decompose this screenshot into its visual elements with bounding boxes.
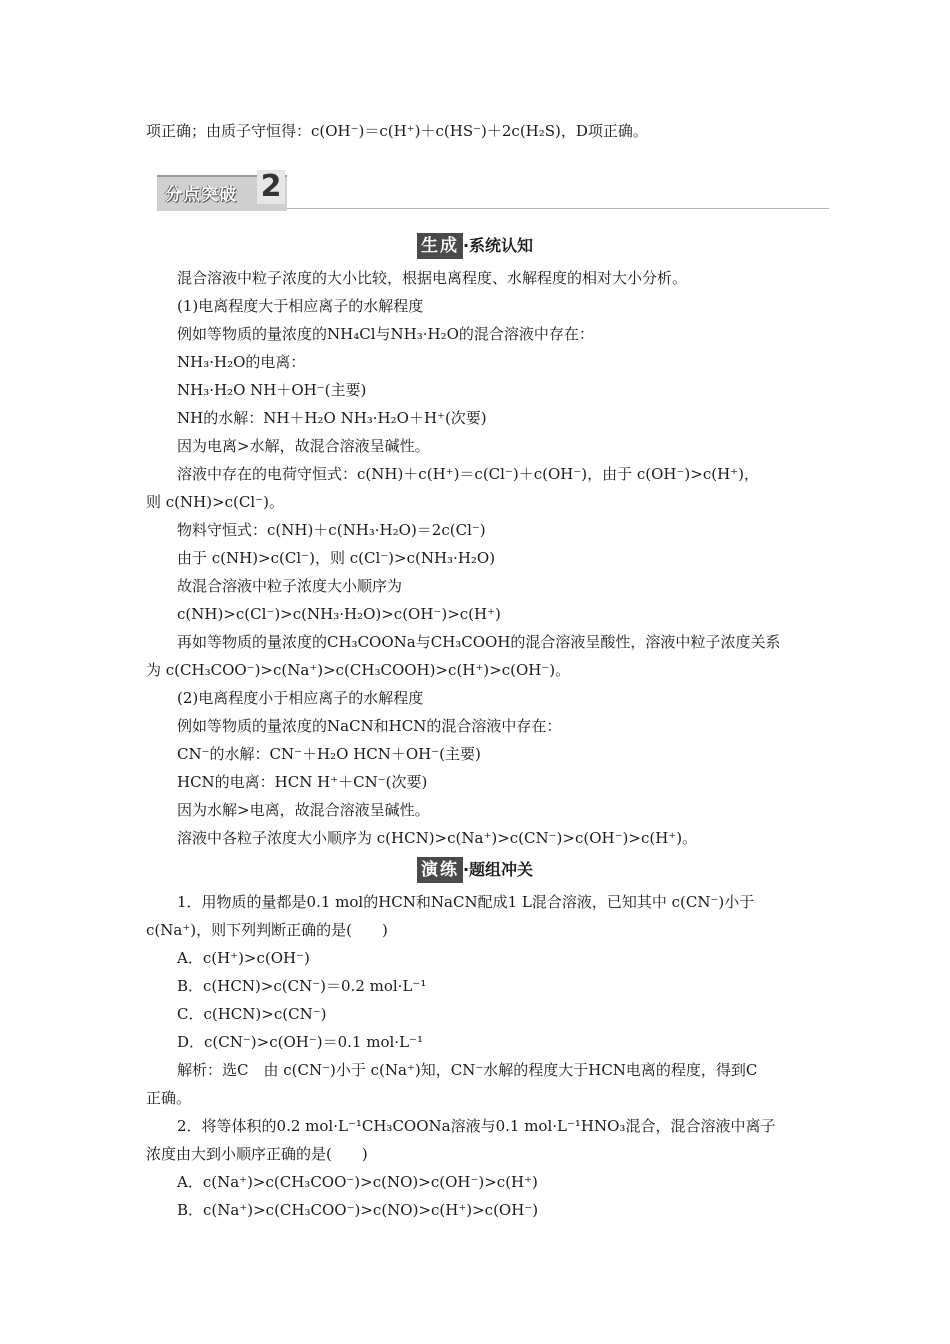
option-line: D．c(CN⁻)>c(OH⁻)＝0.1 mol·L⁻¹	[177, 1033, 423, 1051]
text-line: 因为水解>电离，故混合溶液呈碱性。	[177, 801, 430, 819]
text-line: 则 c(NH)>c(Cl⁻)。	[146, 493, 284, 511]
text-line: (1)电离程度大于相应离子的水解程度	[177, 297, 424, 315]
text-line: 溶液中各粒子浓度大小顺序为 c(HCN)>c(Na⁺)>c(CN⁻)>c(OH⁻)>c(H⁺)。	[177, 829, 698, 847]
banner-label: 分点突破	[165, 185, 237, 205]
section-heading-box: 生成	[417, 233, 463, 259]
option-line: A．c(H⁺)>c(OH⁻)	[177, 949, 310, 967]
question-line: 浓度由大到小顺序正确的是( )	[146, 1145, 368, 1163]
text-line: 再如等物质的量浓度的CH₃COONa与CH₃COOH的混合溶液呈酸性，溶液中粒子浓度关系	[177, 633, 781, 651]
section-heading-cognition	[0, 233, 950, 259]
option-line: C．c(HCN)>c(CN⁻)	[177, 1005, 327, 1023]
section-heading-practice	[0, 857, 950, 883]
text-line: 为 c(CH₃COO⁻)>c(Na⁺)>c(CH₃COOH)>c(H⁺)>c(OH⁻)。	[146, 661, 571, 679]
text-line: 由于 c(NH)>c(Cl⁻)，则 c(Cl⁻)>c(NH₃·H₂O)	[177, 549, 496, 567]
equation-line: HCN的电离：HCN H⁺＋CN⁻(次要)	[177, 773, 428, 791]
banner-number: 2	[257, 170, 285, 204]
option-line: A．c(Na⁺)>c(CH₃COO⁻)>c(NO)>c(OH⁻)>c(H⁺)	[177, 1173, 538, 1191]
banner-divider	[287, 208, 829, 209]
text-line: NH₃·H₂O的电离：	[177, 353, 306, 371]
answer-line: 解析：选C 由 c(CN⁻)小于 c(Na⁺)知，CN⁻水解的程度大于HCN电离的程度，得到C	[177, 1061, 758, 1079]
answer-line: 正确。	[146, 1089, 192, 1107]
text-line: 溶液中存在的电荷守恒式：c(NH)＋c(H⁺)＝c(Cl⁻)＋c(OH⁻)，由于 c(OH⁻)>c(H⁺)，	[177, 465, 759, 483]
text-line: 例如等物质的量浓度的NaCN和HCN的混合溶液中存在：	[177, 717, 562, 735]
text-line: c(NH)>c(Cl⁻)>c(NH₃·H₂O)>c(OH⁻)>c(H⁺)	[177, 605, 501, 623]
text-line: 故混合溶液中粒子浓度大小顺序为	[177, 577, 403, 595]
section-heading-box: 演练	[417, 857, 463, 883]
text-line: 例如等物质的量浓度的NH₄Cl与NH₃·H₂O的混合溶液中存在：	[177, 325, 594, 343]
equation-line: NH的水解：NH＋H₂O NH₃·H₂O＋H⁺(次要)	[177, 409, 487, 427]
text-line: 物料守恒式：c(NH)＋c(NH₃·H₂O)＝2c(Cl⁻)	[177, 521, 486, 539]
continuation-line: 项正确；由质子守恒得：c(OH⁻)＝c(H⁺)＋c(HS⁻)＋2c(H₂S)，D项正确。	[146, 122, 648, 140]
question-line: 2．将等体积的0.2 mol·L⁻¹CH₃COONa溶液与0.1 mol·L⁻¹HNO₃混合，混合溶液中离子	[177, 1117, 776, 1135]
section-heading-text: ·题组冲关	[462, 860, 534, 879]
question-line: 1．用物质的量都是0.1 mol的HCN和NaCN配成1 L混合溶液，已知其中 c(CN⁻)小于	[177, 893, 755, 911]
option-line: B．c(HCN)>c(CN⁻)＝0.2 mol·L⁻¹	[177, 977, 427, 995]
question-line: c(Na⁺)，则下列判断正确的是( )	[146, 921, 388, 939]
option-line: B．c(Na⁺)>c(CH₃COO⁻)>c(NO)>c(H⁺)>c(OH⁻)	[177, 1201, 539, 1219]
section-banner	[157, 168, 829, 212]
equation-line: NH₃·H₂O NH＋OH⁻(主要)	[177, 381, 367, 399]
text-line: 因为电离>水解，故混合溶液呈碱性。	[177, 437, 430, 455]
text-line: (2)电离程度小于相应离子的水解程度	[177, 689, 424, 707]
text-line: 混合溶液中粒子浓度的大小比较，根据电离程度、水解程度的相对大小分析。	[177, 269, 688, 287]
equation-line: CN⁻的水解：CN⁻＋H₂O HCN＋OH⁻(主要)	[177, 745, 481, 763]
section-heading-text: ·系统认知	[462, 236, 534, 255]
